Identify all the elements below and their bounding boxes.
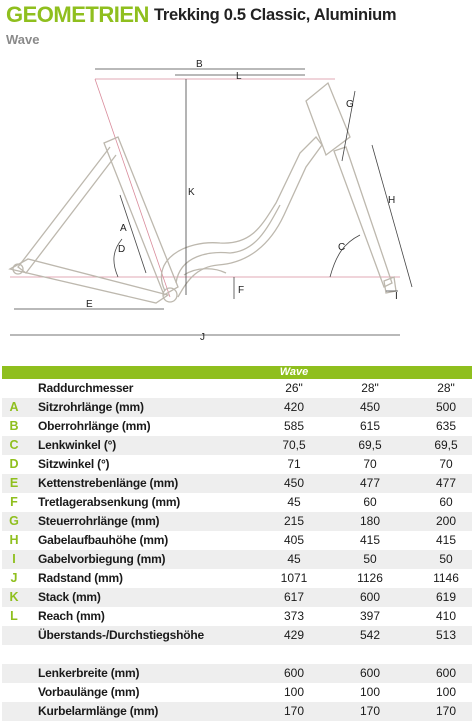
table-row: B Oberrohrlänge (mm) 585 615 635 — [2, 417, 472, 436]
label-F: F — [238, 285, 245, 296]
table-row: A Sitzrohrlänge (mm) 420 450 500 — [2, 398, 472, 417]
table-row: K Stack (mm) 617 600 619 — [2, 588, 472, 607]
bike-frame — [10, 83, 396, 303]
table-row: H Gabelaufbauhöhe (mm) 405 415 415 — [2, 531, 472, 550]
down-tube — [161, 137, 322, 297]
geometry-table — [2, 366, 472, 721]
table-row: F Tretlagerabsenkung (mm) 45 60 60 — [2, 493, 472, 512]
table-row: Raddurchmesser 26" 28" 28" — [2, 379, 472, 398]
table-row: Überstands-/Durchstiegshöhe 429 542 513 — [2, 626, 472, 645]
seat-stay — [18, 147, 116, 273]
label-D: D — [118, 244, 126, 255]
table-row: Vorbaulänge (mm) 100 100 100 — [2, 683, 472, 702]
head-tube — [306, 83, 350, 155]
gusset — [184, 269, 226, 275]
table-row: E Kettenstrebenlänge (mm) 450 477 477 — [2, 474, 472, 493]
seat-tube — [104, 137, 178, 295]
label-I: I — [395, 291, 398, 302]
geometry-diagram — [0, 55, 472, 355]
dim-H — [372, 145, 412, 287]
section-title: Wave — [256, 366, 332, 379]
label-L: L — [236, 71, 242, 82]
table-row: I Gabelvorbiegung (mm) 45 50 50 — [2, 550, 472, 569]
table-row: J Radstand (mm) 1071 1126 1146 — [2, 569, 472, 588]
guide-lines — [10, 79, 400, 297]
table-row: Lenkerbreite (mm) 600 600 600 — [2, 664, 472, 683]
table-row: L Reach (mm) 373 397 410 — [2, 607, 472, 626]
frame-type-subtitle: Wave — [6, 32, 40, 47]
head-angle-guide — [95, 79, 170, 297]
label-G: G — [346, 99, 354, 110]
label-C: C — [338, 242, 346, 253]
label-E: E — [86, 299, 93, 310]
label-H: H — [388, 195, 396, 206]
label-A: A — [120, 223, 127, 234]
fork — [334, 147, 392, 287]
label-B: B — [196, 59, 203, 70]
label-K: K — [188, 187, 195, 198]
section-header-row — [2, 366, 472, 379]
page-header — [6, 2, 472, 52]
dim-A — [120, 195, 146, 273]
chain-stay — [10, 259, 168, 303]
label-J: J — [200, 332, 205, 343]
table-row: Kurbelarmlänge (mm) 170 170 170 — [2, 702, 472, 721]
brand-title: GEOMETRIEN — [6, 2, 149, 27]
table-row: D Sitzwinkel (°) 71 70 70 — [2, 455, 472, 474]
table-row: C Lenkwinkel (°) 70,5 69,5 69,5 — [2, 436, 472, 455]
table-spacer — [2, 645, 472, 664]
table-row: G Steuerrohrlänge (mm) 215 180 200 — [2, 512, 472, 531]
model-title: Trekking 0.5 Classic, Aluminium — [154, 6, 397, 24]
